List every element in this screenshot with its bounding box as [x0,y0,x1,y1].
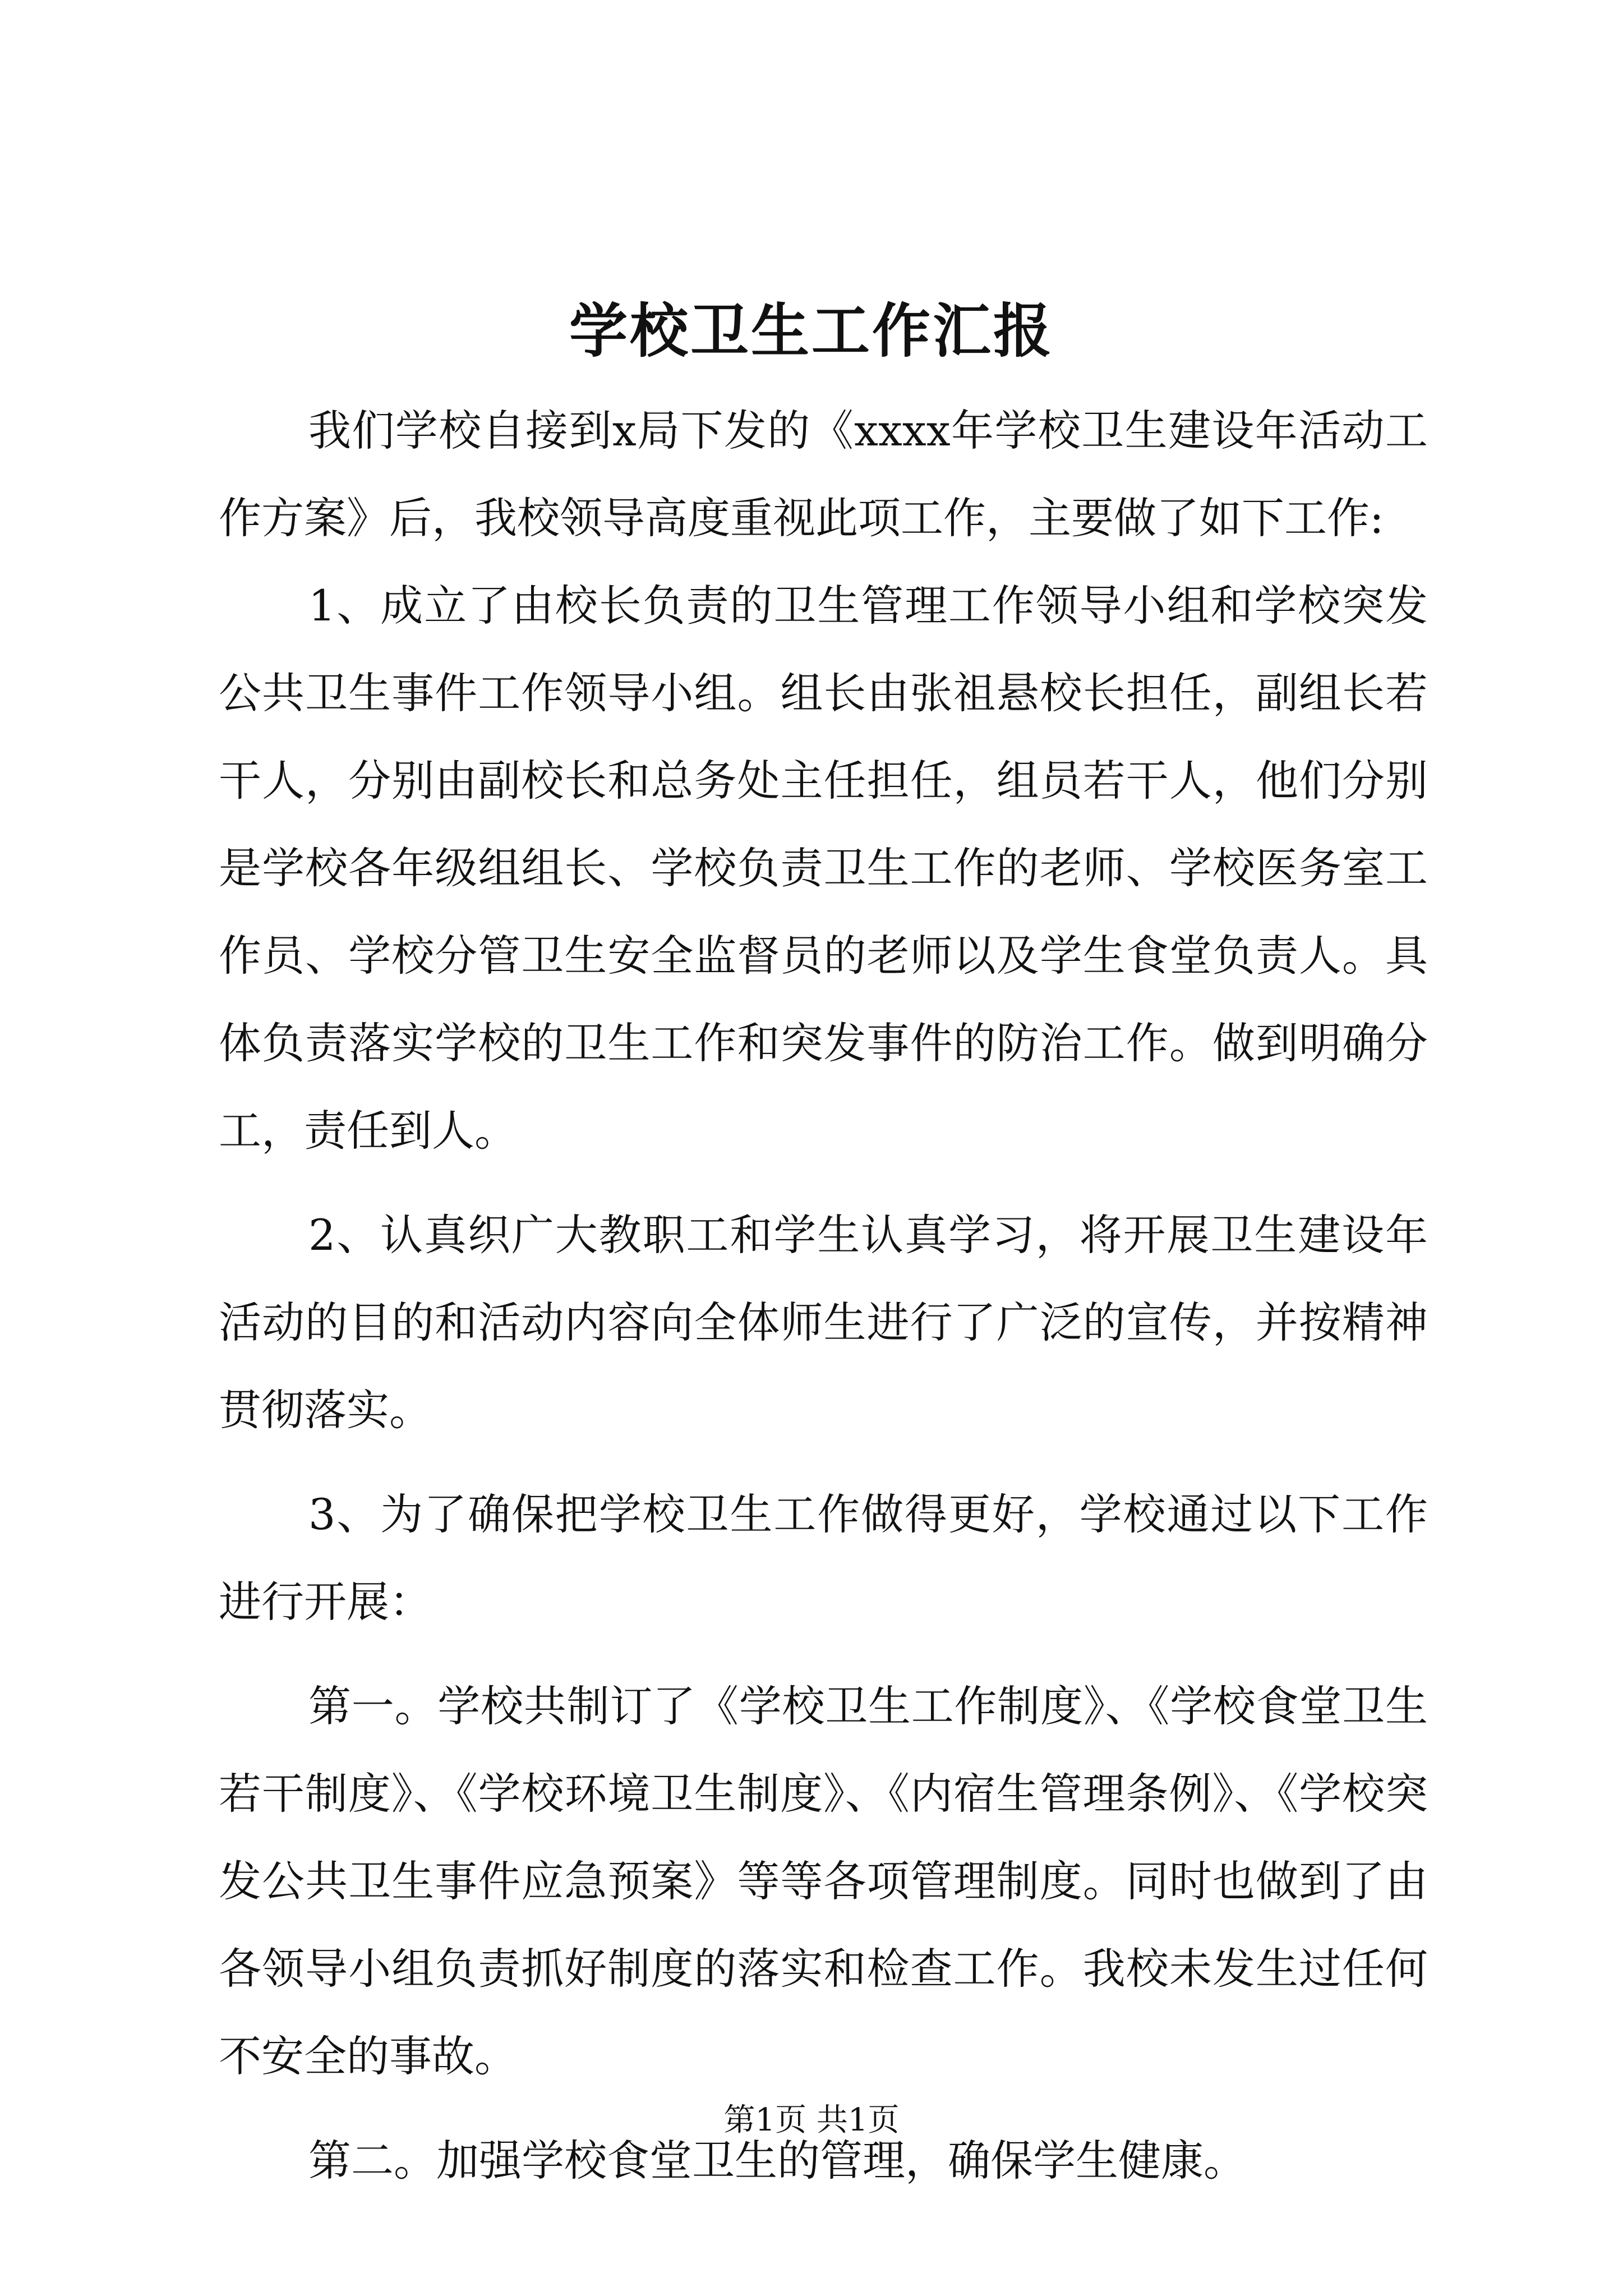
paragraph-first: 第一。学校共制订了《学校卫生工作制度》、《学校食堂卫生若干制度》、《学校环境卫生制度》、《内宿生管理条例》、《学校突发公共卫生事件应急预案》等等各项管理制度。同时也做到了由各领导小组负责抓好制度的落实和检查工作。我校未发生过任何不安全的事故。 [219,1681,1428,2081]
paragraph-item-1: 1、成立了由校长负责的卫生管理工作领导小组和学校突发公共卫生事件工作领导小组。组长由张祖悬校长担任，副组长若干人，分别由副校长和总务处主任担任，组员若干人，他们分别是学校各年级组组长、学校负责卫生工作的老师、学校医务室工作员、学校分管卫生安全监督员的老师以及学生食堂负责人。具体负责落实学校的卫生工作和突发事件的防治工作。做到明确分工，责任到人。 [219,581,1428,1156]
page-number-footer: 第1页 共1页 [723,2102,900,2138]
paragraph-item-2: 2、认真织广大教职工和学生认真学习，将开展卫生建设年活动的目的和活动内容向全体师生进行了广泛的宣传，并按精神贯彻落实。 [219,1210,1428,1435]
document-title: 学校卫生工作汇报 [569,296,1054,365]
paragraph-intro: 我们学校自接到x局下发的《xxxx年学校卫生建设年活动工作方案》后，我校领导高度重视此项工作，主要做了如下工作: [219,406,1428,543]
paragraph-item-3: 3、为了确保把学校卫生工作做得更好，学校通过以下工作进行开展： [219,1489,1428,1627]
document-body [219,387,1428,2205]
paragraph-second: 第二。加强学校食堂卫生的管理，确保学生健康。 [308,2136,1246,2185]
